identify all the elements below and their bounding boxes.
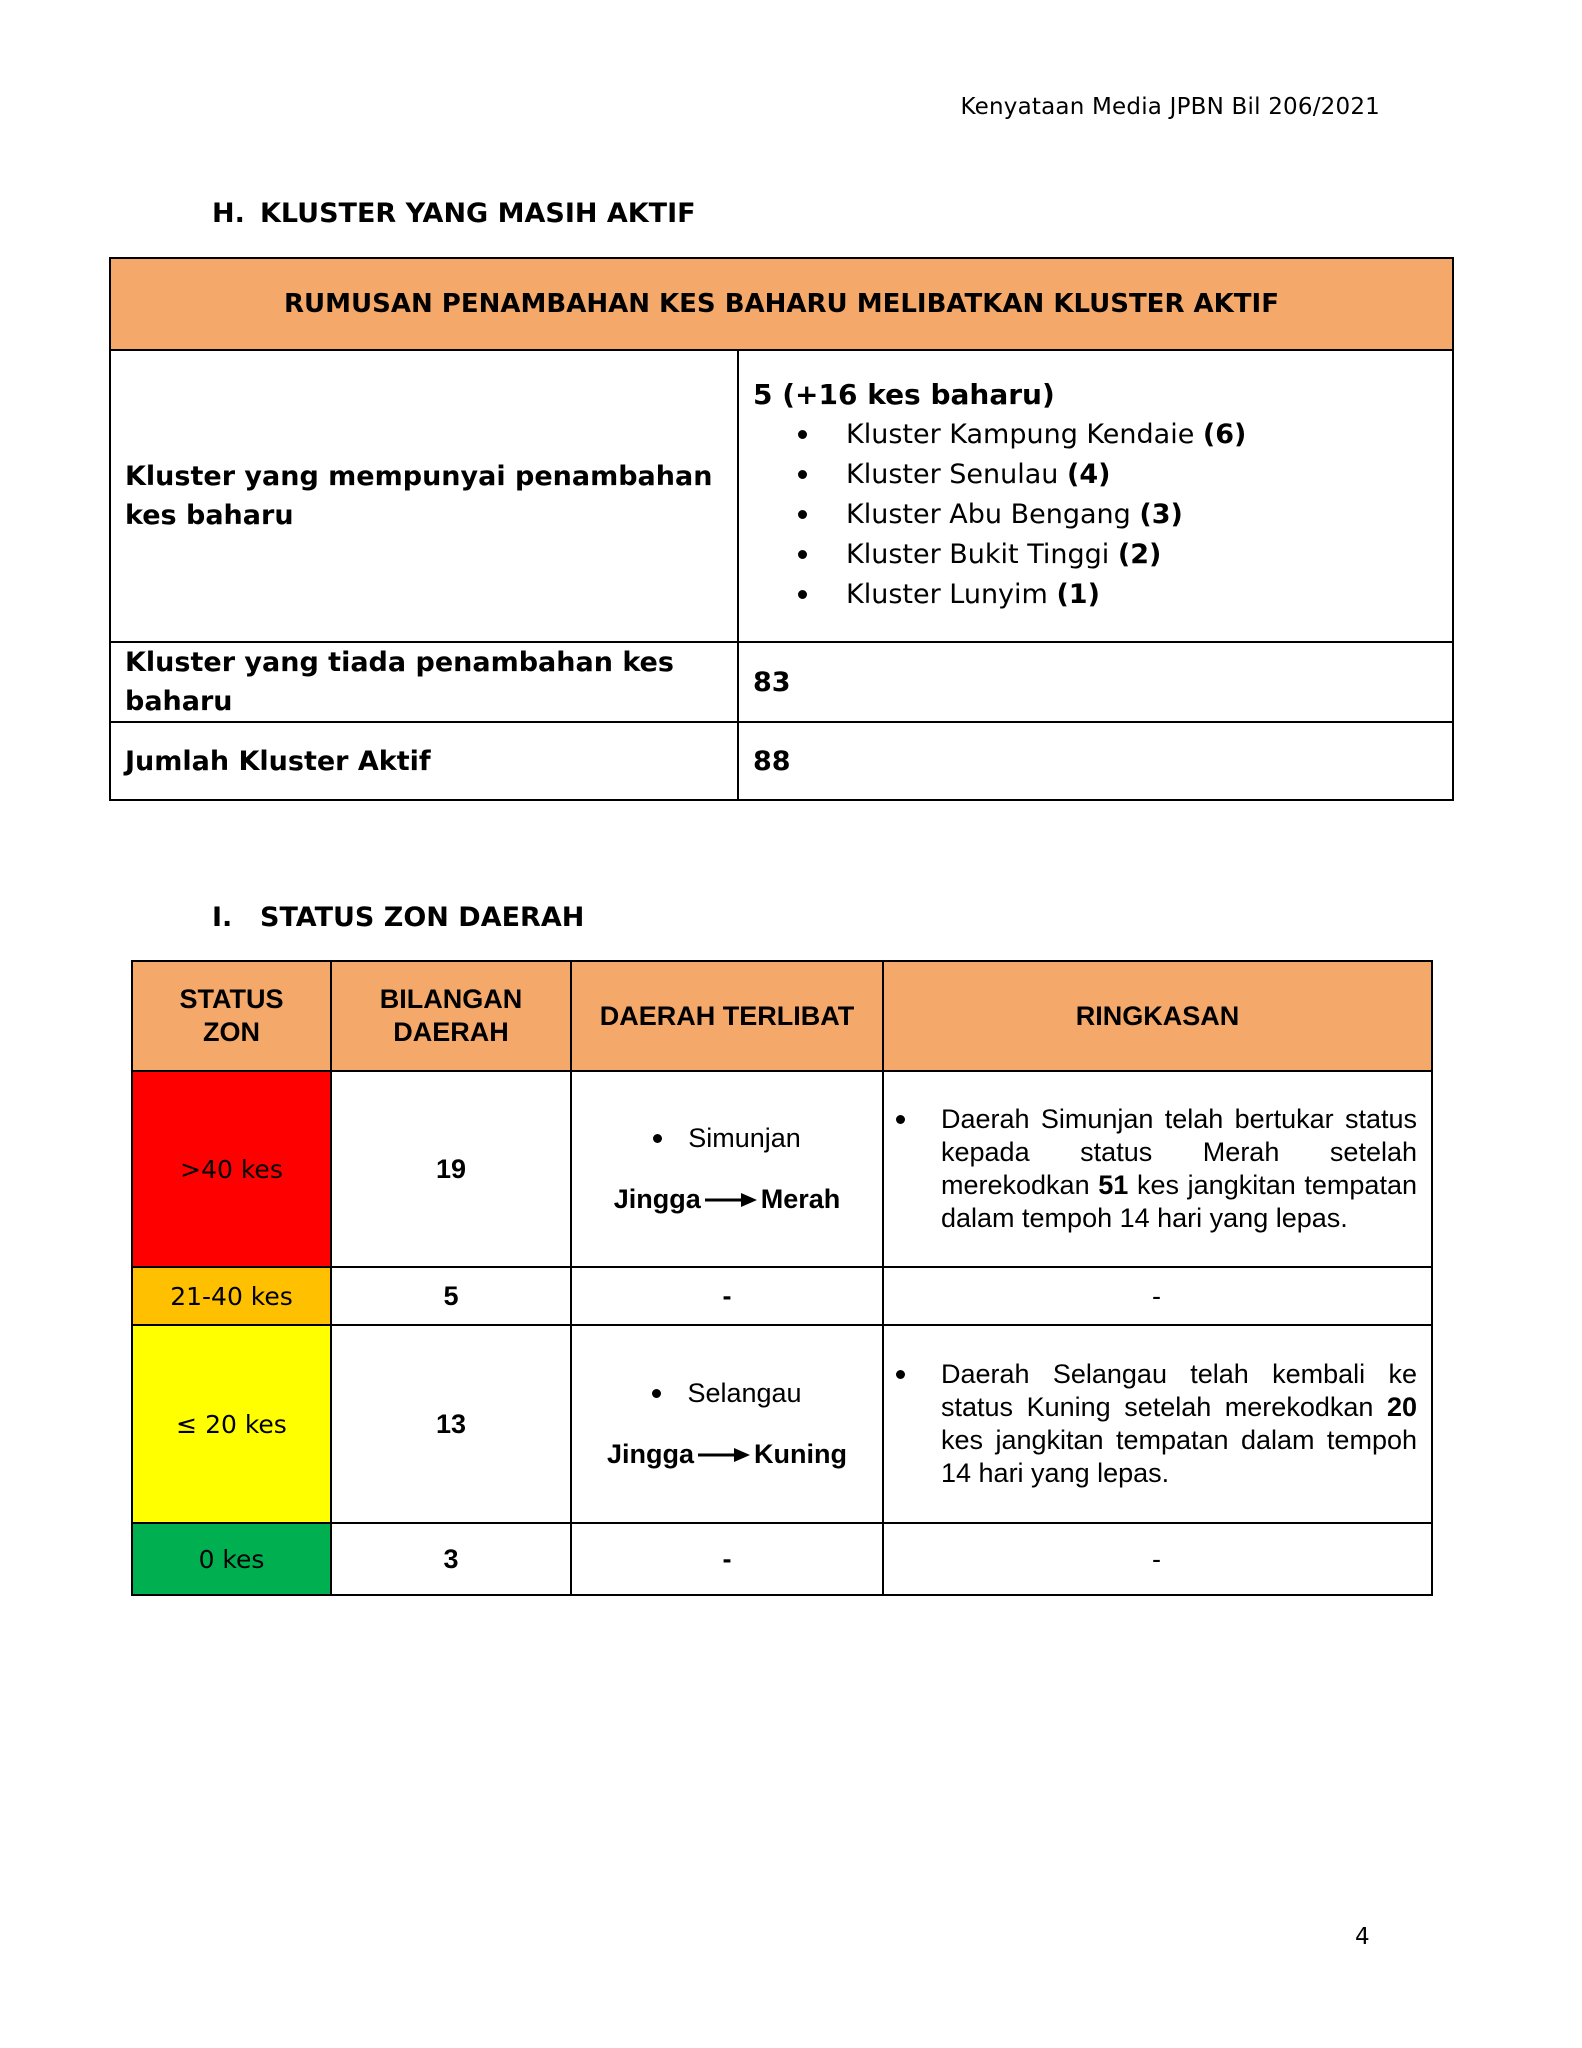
summary-cell: - bbox=[883, 1267, 1432, 1325]
table-row bbox=[132, 1267, 1432, 1325]
header-status-zon: STATUS ZON bbox=[132, 961, 331, 1071]
row-label: Jumlah Kluster Aktif bbox=[110, 722, 738, 800]
bullet-icon bbox=[652, 1389, 661, 1398]
table-row bbox=[132, 1325, 1432, 1523]
active-cluster-table bbox=[109, 257, 1454, 801]
summary-text: Daerah Simunjan telah bertukar status kepada status Merah setelah merekodkan 51 kes jangkitan tempatan dalam tempoh 14 hari yang lepas. bbox=[941, 1104, 1417, 1233]
arrow-right-icon bbox=[705, 1192, 757, 1208]
summary-cell: - bbox=[883, 1523, 1432, 1595]
new-cases-cluster-cell bbox=[738, 350, 1453, 642]
zone-status-red: >40 kes bbox=[132, 1071, 331, 1267]
summary-item bbox=[896, 1103, 1417, 1235]
header-daerah-terlibat: DAERAH TERLIBAT bbox=[571, 961, 883, 1071]
bullet-icon bbox=[798, 510, 807, 519]
section-h-letter: H. bbox=[212, 198, 245, 229]
summary-item bbox=[896, 1358, 1417, 1490]
status-from: Jingga bbox=[607, 1439, 695, 1469]
row-value: 88 bbox=[738, 722, 1453, 800]
district-item bbox=[573, 1123, 881, 1154]
list-item: Kluster Senulau (4) bbox=[753, 455, 1438, 495]
list-item: Kluster Lunyim (1) bbox=[753, 575, 1438, 615]
section-i-heading bbox=[212, 902, 584, 933]
bullet-icon bbox=[896, 1370, 905, 1379]
status-transition bbox=[573, 1439, 881, 1470]
bullet-icon bbox=[798, 590, 807, 599]
summary-text: Daerah Selangau telah kembali ke status Kuning setelah merekodkan 20 kes jangkitan tempatan dalam tempoh 14 hari yang lepas. bbox=[941, 1359, 1417, 1488]
status-from: Jingga bbox=[613, 1184, 701, 1214]
list-item: Kluster Kampung Kendaie (6) bbox=[753, 415, 1438, 455]
district-cell: - bbox=[571, 1267, 883, 1325]
district-item bbox=[573, 1378, 881, 1409]
zone-status-yellow: ≤ 20 kes bbox=[132, 1325, 331, 1523]
table-row bbox=[132, 1071, 1432, 1267]
status-to: Kuning bbox=[754, 1439, 847, 1469]
cluster-list bbox=[753, 415, 1438, 615]
district-name: Simunjan bbox=[688, 1123, 801, 1153]
summary-cell bbox=[883, 1071, 1432, 1267]
header-ringkasan: RINGKASAN bbox=[883, 961, 1432, 1071]
bullet-icon bbox=[798, 550, 807, 559]
table-row bbox=[132, 1523, 1432, 1595]
bullet-icon bbox=[798, 470, 807, 479]
district-name: Selangau bbox=[687, 1378, 802, 1408]
bullet-icon bbox=[653, 1134, 662, 1143]
row-label: Kluster yang tiada penambahan kes baharu bbox=[110, 642, 738, 722]
district-cell bbox=[571, 1071, 883, 1267]
header-bilangan-daerah: BILANGAN DAERAH bbox=[331, 961, 571, 1071]
section-i-title: STATUS ZON DAERAH bbox=[260, 902, 585, 933]
row-label: Kluster yang mempunyai penambahan kes baharu bbox=[110, 350, 738, 642]
section-h-title: KLUSTER YANG MASIH AKTIF bbox=[260, 198, 696, 229]
list-item: Kluster Abu Bengang (3) bbox=[753, 495, 1438, 535]
row-value: 83 bbox=[738, 642, 1453, 722]
status-transition bbox=[573, 1184, 881, 1215]
status-to: Merah bbox=[760, 1184, 841, 1214]
district-count: 3 bbox=[331, 1523, 571, 1595]
section-h-heading bbox=[212, 198, 696, 229]
list-item: Kluster Bukit Tinggi (2) bbox=[753, 535, 1438, 575]
table-row bbox=[110, 722, 1453, 800]
page-number: 4 bbox=[1355, 1924, 1370, 1950]
table-header-row bbox=[132, 961, 1432, 1071]
district-cell bbox=[571, 1325, 883, 1523]
table-row bbox=[110, 350, 1453, 642]
bullet-icon bbox=[798, 430, 807, 439]
document-reference: Kenyataan Media JPBN Bil 206/2021 bbox=[960, 94, 1380, 120]
zone-status-orange: 21-40 kes bbox=[132, 1267, 331, 1325]
bullet-icon bbox=[896, 1115, 905, 1124]
summary-cell bbox=[883, 1325, 1432, 1523]
district-count: 5 bbox=[331, 1267, 571, 1325]
district-cell: - bbox=[571, 1523, 883, 1595]
section-i-letter: I. bbox=[212, 902, 233, 933]
active-cluster-table-title: RUMUSAN PENAMBAHAN KES BAHARU MELIBATKAN KLUSTER AKTIF bbox=[110, 258, 1453, 350]
zone-status-table bbox=[131, 960, 1433, 1596]
district-count: 19 bbox=[331, 1071, 571, 1267]
table-row bbox=[110, 642, 1453, 722]
cluster-total: 5 (+16 kes baharu) bbox=[753, 377, 1055, 411]
zone-status-green: 0 kes bbox=[132, 1523, 331, 1595]
arrow-right-icon bbox=[698, 1447, 750, 1463]
district-count: 13 bbox=[331, 1325, 571, 1523]
